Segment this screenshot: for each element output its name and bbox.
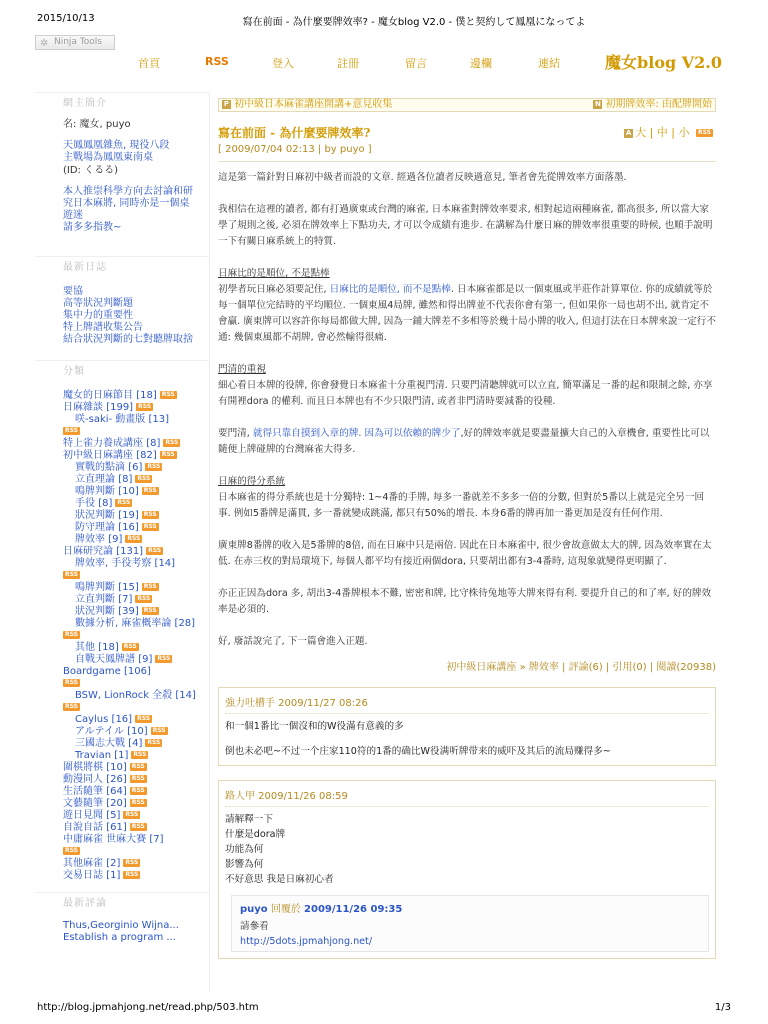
category-count: [9] bbox=[108, 534, 123, 545]
section-heading: 門清的重視 bbox=[218, 364, 266, 375]
comment bbox=[218, 687, 716, 766]
comment-line: 不好意思 我是日麻初心者 bbox=[225, 874, 334, 885]
category-rss-badge[interactable]: RSS bbox=[137, 595, 151, 602]
category-item[interactable] bbox=[35, 474, 209, 486]
font-size-options[interactable]: 大 | 中 | 小 bbox=[635, 126, 690, 139]
category-count: [8] bbox=[118, 474, 133, 485]
category-rss-badge[interactable]: RSS bbox=[125, 811, 139, 818]
category-count: [10] bbox=[118, 486, 139, 497]
category-rss-badge[interactable]: RSS bbox=[133, 751, 147, 758]
site-title[interactable]: 魔女blog V2.0 bbox=[605, 53, 722, 72]
comment-header: 強力吐槽手 2009/11/27 08:26 bbox=[225, 694, 709, 714]
category-count: [10] bbox=[127, 726, 148, 737]
category-item[interactable] bbox=[35, 534, 209, 546]
post-navigation bbox=[218, 98, 716, 112]
category-rss-badge[interactable]: RSS bbox=[65, 703, 78, 710]
category-rss-badge[interactable]: RSS bbox=[143, 487, 157, 494]
category-count: [18] bbox=[136, 390, 157, 401]
category-label: Caylus bbox=[75, 714, 112, 725]
category-rss-badge[interactable]: RSS bbox=[137, 715, 151, 722]
next-post-icon: N bbox=[595, 99, 601, 108]
category-rss-row bbox=[35, 846, 209, 858]
category-rss-badge[interactable]: RSS bbox=[147, 463, 161, 470]
comment-line: 影響為何 bbox=[225, 859, 264, 870]
category-label: 日麻研究論 bbox=[63, 546, 117, 557]
category-rss-row bbox=[35, 678, 209, 690]
comment bbox=[218, 780, 716, 959]
category-rss-badge[interactable]: RSS bbox=[131, 799, 145, 806]
reply-text: 請參看 bbox=[240, 921, 269, 932]
category-item[interactable] bbox=[35, 726, 209, 738]
nav-home[interactable]: 首頁 bbox=[138, 57, 160, 70]
paragraph: 初學者玩日麻必須要記住, 日麻比的是順位, 而不是點棒. 日本麻雀都是以一個東風或半莊作計算單位. 你的成績就等於每一個單位完結時的平均順位. 一個東風4局牌, 雖然和得出牌並不代表你會有第一, 但如果你一局也胡不出, 就肯定不會贏. 廣東牌可以容許你每局都做大牌, 因為一鋪大牌差不多相等於幾十局小牌的收入, 但這打法在日本牌來說一定行不通: 幾個東風都不胡牌, 會必然輸得很痛. bbox=[218, 284, 716, 343]
category-item[interactable] bbox=[35, 774, 209, 786]
category-item[interactable] bbox=[35, 390, 209, 402]
category-rss-badge[interactable]: RSS bbox=[65, 571, 78, 578]
profile-name: 名: 魔女, puyo bbox=[63, 119, 131, 130]
category-rss-badge[interactable]: RSS bbox=[65, 631, 78, 638]
category-rss-badge[interactable]: RSS bbox=[157, 655, 171, 662]
ninja-tools-button[interactable] bbox=[35, 35, 115, 50]
prev-post-label: 初中級日本麻雀講座開講+意見收集 bbox=[234, 99, 393, 110]
category-item[interactable] bbox=[35, 606, 209, 618]
category-label: 數據分析, 麻雀概率論 bbox=[75, 618, 175, 629]
category-label: 動漫同人 bbox=[63, 774, 107, 785]
category-rss-row bbox=[35, 426, 209, 438]
category-count: [1] bbox=[114, 750, 129, 761]
category-item[interactable] bbox=[35, 594, 209, 606]
category-label: 咲-saki- 動畫版 bbox=[75, 414, 149, 425]
ninja-tools-label: Ninja Tools bbox=[54, 37, 102, 47]
category-count: [19] bbox=[118, 510, 139, 521]
category-count: [9] bbox=[138, 654, 153, 665]
category-label: 特上雀力養成講座 bbox=[63, 438, 147, 449]
category-rss-row bbox=[35, 570, 209, 582]
category-rss-badge[interactable]: RSS bbox=[143, 607, 157, 614]
recent-post-link[interactable]: 特上牌譜收集公告 bbox=[63, 322, 143, 333]
nav-links[interactable]: 連結 bbox=[538, 57, 560, 70]
category-rss-badge[interactable]: RSS bbox=[138, 403, 152, 410]
nav-guestbook[interactable]: 留言 bbox=[405, 57, 427, 70]
category-rss-badge[interactable]: RSS bbox=[131, 823, 145, 830]
category-item[interactable] bbox=[35, 546, 209, 558]
category-count: [106] bbox=[123, 666, 151, 677]
ninja-star-icon: ✲ bbox=[40, 38, 49, 49]
nav-sidebar[interactable]: 邊欄 bbox=[470, 57, 492, 70]
category-count: [199] bbox=[106, 402, 134, 413]
category-label: 魔女的日麻節目 bbox=[63, 390, 137, 401]
category-item[interactable] bbox=[35, 666, 209, 678]
category-label: 其他麻雀 bbox=[63, 858, 107, 869]
paragraph: 日本麻雀的得分系統也是十分獨特: 1~4番的手牌, 每多一番就差不多多一倍的分數, 但對於5番以上就是完全另一回事. 例如5番牌是滿貫, 多一番就變成跳滿, 都只有50%的增長. 本身6番的牌再加一番更加是沒有任何作用. bbox=[218, 492, 705, 519]
category-label: 手役 bbox=[75, 498, 99, 509]
comment-line: 功能為何 bbox=[225, 844, 264, 855]
sidebar-comments-heading: 最新評論 bbox=[35, 892, 209, 914]
category-label: 防守理論 bbox=[75, 522, 119, 533]
post-body bbox=[218, 170, 716, 650]
category-item[interactable] bbox=[35, 762, 209, 774]
category-count: [8] bbox=[98, 498, 113, 509]
category-label: Travian bbox=[75, 750, 115, 761]
post-footer-links[interactable]: 初中級日麻講座 » 牌效率 | 評論(6) | 引用(0) | 閱讀(20938) bbox=[446, 662, 716, 673]
category-rss-row bbox=[35, 702, 209, 714]
category-count: [7] bbox=[118, 594, 133, 605]
comment-header: 路人甲 2009/11/26 08:59 bbox=[225, 787, 709, 807]
category-count: [14] bbox=[175, 690, 196, 701]
category-label: 鳴牌判斷 bbox=[75, 582, 119, 593]
category-count: [18] bbox=[98, 642, 119, 653]
reply-time: 2009/11/26 09:35 bbox=[304, 904, 403, 915]
nav-login[interactable]: 登入 bbox=[272, 57, 294, 70]
profile-line[interactable]: 天鳳鳳凰雜魚, 現役八段 bbox=[63, 140, 170, 151]
category-item[interactable] bbox=[35, 738, 209, 750]
prev-post-link[interactable] bbox=[219, 99, 392, 111]
category-item[interactable] bbox=[35, 414, 209, 426]
reply-link[interactable]: http://5dots.jpmahjong.net/ bbox=[240, 936, 373, 947]
print-header bbox=[0, 0, 768, 26]
category-item[interactable] bbox=[35, 642, 209, 654]
category-rss-badge[interactable]: RSS bbox=[65, 847, 78, 854]
recent-comment-link[interactable]: Thus,Georginio Wijna... bbox=[63, 920, 179, 931]
category-count: [16] bbox=[111, 714, 133, 725]
reply-header: puyo 回覆於 2009/11/26 09:35 bbox=[240, 904, 403, 915]
category-rss-badge[interactable]: RSS bbox=[152, 727, 166, 734]
category-label: 中庸麻雀 世麻大賽 bbox=[63, 834, 150, 845]
post-header bbox=[218, 124, 716, 162]
category-rss-badge[interactable]: RSS bbox=[148, 547, 162, 554]
sidebar-profile-heading: 網主簡介 bbox=[35, 92, 209, 114]
sidebar-recent-heading: 最新日誌 bbox=[35, 256, 209, 278]
category-item[interactable] bbox=[35, 690, 209, 702]
category-count: [26] bbox=[106, 774, 127, 785]
category-label: 遊日見聞 bbox=[63, 810, 107, 821]
category-item[interactable] bbox=[35, 582, 209, 594]
category-count: [6] bbox=[128, 462, 143, 473]
category-item[interactable] bbox=[35, 558, 209, 570]
category-item[interactable] bbox=[35, 870, 209, 882]
category-count: [13] bbox=[148, 414, 170, 425]
category-item[interactable] bbox=[35, 510, 209, 522]
category-item[interactable] bbox=[35, 822, 209, 834]
category-label: 自說自話 bbox=[63, 822, 107, 833]
category-label: 三國志大戰 bbox=[75, 738, 129, 749]
category-rss-badge[interactable]: RSS bbox=[131, 775, 145, 782]
category-item[interactable] bbox=[35, 714, 209, 726]
category-count: [7] bbox=[149, 834, 164, 845]
intro-line[interactable]: 本人推崇科學方向去討論和研 bbox=[63, 186, 193, 197]
comment-line: 請解釋一下 bbox=[225, 814, 273, 825]
category-label: 圍棋將棋 bbox=[63, 762, 107, 773]
intro-line[interactable]: 究日本麻將, 同時亦是一個桌 bbox=[63, 198, 190, 209]
category-count: [20] bbox=[106, 798, 127, 809]
nav-register[interactable]: 註冊 bbox=[337, 57, 359, 70]
top-nav bbox=[35, 50, 735, 72]
next-post-link[interactable] bbox=[593, 99, 712, 111]
category-rss-badge[interactable]: RSS bbox=[65, 427, 78, 434]
recent-post-link[interactable]: 集中力的重要性 bbox=[63, 310, 133, 321]
category-count: [2] bbox=[106, 858, 121, 869]
category-rss-badge[interactable]: RSS bbox=[131, 787, 145, 794]
category-item[interactable] bbox=[35, 486, 209, 498]
sidebar-category-heading: 分類 bbox=[35, 360, 209, 382]
comment-reply bbox=[231, 895, 709, 952]
highlight-text: 日麻比的是順位, 而不是點棒 bbox=[329, 284, 451, 295]
category-count: [15] bbox=[118, 582, 139, 593]
category-rss-row bbox=[35, 630, 209, 642]
category-rss-badge[interactable]: RSS bbox=[147, 739, 161, 746]
print-url: http://blog.jpmahjong.net/read.php/503.htm bbox=[37, 1002, 259, 1013]
category-count: [131] bbox=[116, 546, 144, 557]
recent-comment-link[interactable]: Establish a program ... bbox=[63, 932, 176, 943]
category-label: 牌效率 bbox=[75, 534, 109, 545]
category-label: 狀況判斷 bbox=[75, 606, 119, 617]
paragraph: 這是第一篇針對日麻初中級者而設的文章. 經過各位讀者反映過意見, 筆者會先從牌效率方面落墨. bbox=[218, 172, 627, 183]
category-count: [16] bbox=[118, 522, 139, 533]
category-label: 初中級日麻講座 bbox=[63, 450, 137, 461]
category-rss-badge[interactable]: RSS bbox=[137, 475, 151, 482]
category-rss-badge[interactable]: RSS bbox=[117, 499, 131, 506]
intro-line[interactable]: 請多多指教~ bbox=[63, 222, 122, 233]
category-label: 鳴牌判斷 bbox=[75, 486, 119, 497]
category-item[interactable] bbox=[35, 750, 209, 762]
category-item[interactable] bbox=[35, 450, 209, 462]
category-count: [39] bbox=[118, 606, 139, 617]
category-label: 立直判斷 bbox=[75, 594, 119, 605]
category-item[interactable] bbox=[35, 498, 209, 510]
category-rss-badge[interactable]: RSS bbox=[125, 859, 139, 866]
category-item[interactable] bbox=[35, 618, 209, 630]
category-label: 生活隨筆 bbox=[63, 786, 107, 797]
paragraph: 亦正正因為dora 多, 胡出3-4番牌根本不難, 密密和牌, 比守株待兔地等大牌來得有利. 要提升自己的和了率, 好的牌效率是必須的. bbox=[218, 588, 712, 615]
category-rss-badge[interactable]: RSS bbox=[131, 763, 145, 770]
category-count: [64] bbox=[106, 786, 127, 797]
category-count: [8] bbox=[146, 438, 161, 449]
comment-line: 什麼是dora牌 bbox=[225, 829, 286, 840]
paragraph: 細心看日本牌的役牌, 你會發覺日本麻雀十分重視門清. 只要門清聽牌就可以立直, 簡單滿足一番的起和限制之餘, 亦享有開裡dora 的權利. 而且日本牌也有不少只限門清, 或者非門清時要減番的役種. bbox=[218, 380, 713, 407]
category-count: [5] bbox=[106, 810, 121, 821]
paragraph: 要門清, 就得只靠自摸到入章的牌. 因為可以依賴的牌少了,好的牌效率就是要盡量擴大自己的入章機會, 重要性比可以隨便上牌碰牌的台灣麻雀大得多. bbox=[218, 428, 710, 455]
category-label: 其他 bbox=[75, 642, 99, 653]
category-label: Boardgame bbox=[63, 666, 124, 677]
highlight-text: 就得只靠自摸到入章的牌. 因為可以依賴的牌少了 bbox=[252, 428, 461, 439]
category-count: [28] bbox=[174, 618, 196, 629]
category-item[interactable] bbox=[35, 810, 209, 822]
category-label: 日麻雜談 bbox=[63, 402, 107, 413]
main-content bbox=[218, 98, 716, 959]
font-size-icon: A bbox=[625, 128, 632, 137]
category-count: [61] bbox=[106, 822, 127, 833]
category-rss-badge[interactable]: RSS bbox=[127, 535, 141, 542]
post-title: 寫在前面 - 為什麼要牌效率? bbox=[218, 126, 371, 140]
section-heading: 日麻的得分系統 bbox=[218, 476, 286, 487]
recent-post-link[interactable]: 結合狀況判斷的七對聽牌取捨 bbox=[63, 334, 193, 345]
comment-body bbox=[225, 719, 709, 759]
category-rss-badge[interactable]: RSS bbox=[125, 871, 139, 878]
prev-post-icon: P bbox=[223, 99, 230, 108]
category-item[interactable] bbox=[35, 834, 209, 846]
reply-author[interactable]: puyo bbox=[240, 904, 268, 915]
paragraph: 好, 廢話說完了, 下一篇會進入正題. bbox=[218, 636, 368, 647]
category-rss-badge[interactable]: RSS bbox=[123, 643, 137, 650]
section-heading: 日麻比的是順位, 不是點棒 bbox=[218, 268, 330, 279]
profile-line: (ID: くるる) bbox=[63, 165, 118, 176]
post-rss-badge[interactable]: RSS bbox=[698, 129, 711, 136]
category-label: アルテイル bbox=[75, 726, 128, 737]
print-footer bbox=[0, 1000, 768, 1024]
nav-rss[interactable]: RSS bbox=[205, 55, 229, 68]
profile-line[interactable]: 主戰場為鳳凰東南桌 bbox=[63, 152, 153, 163]
category-rss-badge[interactable]: RSS bbox=[65, 679, 78, 686]
category-count: [1] bbox=[106, 870, 121, 881]
next-post-label: 初期牌效率: 由配牌開始 bbox=[605, 99, 712, 110]
paragraph: 我相信在這裡的讀者, 都有打過廣東或台灣的麻雀, 日本麻雀對牌效率要求, 相對起這兩種麻雀, 都高很多, 所以當大家學了規則之後, 必須在牌效率上下點功夫, 才可以令成績有進步. 在講解為什麼日麻的牌效率很重要的時候, 也順手說明一下有關日麻系統上的特質. bbox=[218, 204, 713, 247]
category-item[interactable] bbox=[35, 798, 209, 810]
print-date: 2015/10/13 bbox=[37, 13, 95, 24]
comment-body bbox=[225, 812, 709, 887]
category-rss-badge[interactable]: RSS bbox=[143, 523, 157, 530]
font-size-switcher bbox=[624, 124, 713, 140]
category-rss-badge[interactable]: RSS bbox=[161, 391, 175, 398]
comment-line: 和一個1番比一個沒和的W役滿有意義的多 bbox=[225, 721, 404, 732]
category-label: 自戰天鳳牌譜 bbox=[75, 654, 139, 665]
category-label: 實戰的點滴 bbox=[75, 462, 129, 473]
category-item[interactable] bbox=[35, 858, 209, 870]
print-page-number: 1/3 bbox=[714, 1002, 731, 1013]
recent-post-link[interactable]: 要協 bbox=[63, 286, 83, 297]
category-item[interactable] bbox=[35, 438, 209, 450]
recent-post-link[interactable]: 高等狀況判斷題 bbox=[63, 298, 133, 309]
comment-line: 倒也未必吧~不过一个庄家110符的1番的确比W役满听牌带来的威吓及其后的流局赚得多~ bbox=[225, 746, 611, 757]
category-label: 交易日誌 bbox=[63, 870, 107, 881]
post-meta: [ 2009/07/04 02:13 | by puyo ] bbox=[218, 144, 372, 155]
category-count: [14] bbox=[154, 558, 176, 569]
category-list bbox=[35, 390, 209, 882]
category-rss-badge[interactable]: RSS bbox=[161, 451, 175, 458]
category-count: [10] bbox=[106, 762, 127, 773]
category-rss-badge[interactable]: RSS bbox=[143, 511, 157, 518]
intro-line[interactable]: 遊迷 bbox=[63, 210, 83, 221]
category-rss-badge[interactable]: RSS bbox=[143, 583, 157, 590]
category-label: 狀況判斷 bbox=[75, 510, 119, 521]
category-item[interactable] bbox=[35, 654, 209, 666]
category-rss-badge[interactable]: RSS bbox=[165, 439, 179, 446]
sidebar bbox=[35, 92, 210, 992]
paragraph: 廣東牌8番牌的收入是5番牌的8倍, 而在日麻中只是兩倍. 因此在日本麻雀中, 很少會故意做太大的牌, 因為效率實在太低. 在赤三枚的對局環境下, 每個人都平均有接近兩個dora, 只要胡出都有3-4番時, 這現象就變得更明顯了. bbox=[218, 540, 712, 567]
category-item[interactable] bbox=[35, 522, 209, 534]
category-item[interactable] bbox=[35, 786, 209, 798]
category-label: 文藝隨筆 bbox=[63, 798, 107, 809]
category-label: 立直理論 bbox=[75, 474, 119, 485]
category-item[interactable] bbox=[35, 462, 209, 474]
category-item[interactable] bbox=[35, 402, 209, 414]
category-count: [4] bbox=[128, 738, 143, 749]
category-count: [82] bbox=[136, 450, 157, 461]
print-title: 寫在前面 - 為什麼要牌效率? - 魔女blog V2.0 - 僕と契約して鳳凰になってよ bbox=[242, 17, 586, 28]
category-label: 牌效率, 手役考察 bbox=[75, 558, 155, 569]
category-label: BSW, LionRock 全殺 bbox=[75, 690, 176, 701]
